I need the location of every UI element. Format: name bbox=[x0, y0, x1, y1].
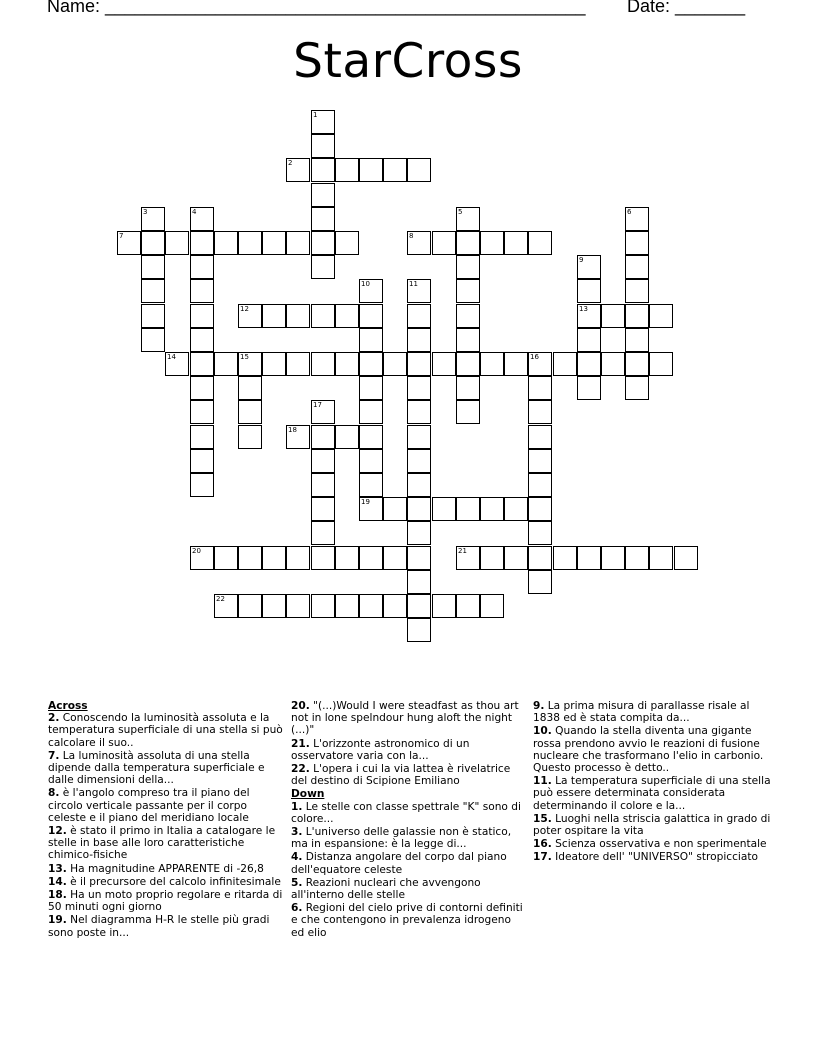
grid-cell[interactable] bbox=[238, 546, 262, 570]
grid-cell[interactable] bbox=[262, 352, 286, 376]
grid-cell[interactable] bbox=[625, 255, 649, 279]
grid-cell[interactable] bbox=[359, 400, 383, 424]
across-clue-list bbox=[48, 712, 284, 939]
grid-cell[interactable] bbox=[190, 376, 214, 400]
grid-cell[interactable] bbox=[625, 304, 649, 328]
clue-number: 4 bbox=[192, 208, 197, 216]
grid-cell[interactable] bbox=[359, 376, 383, 400]
grid-cell[interactable] bbox=[311, 304, 335, 328]
grid-cell[interactable] bbox=[577, 255, 601, 279]
grid-cell[interactable] bbox=[480, 497, 504, 521]
down-heading: Down bbox=[291, 788, 325, 801]
grid-cell[interactable] bbox=[383, 158, 407, 182]
grid-cell[interactable] bbox=[262, 594, 286, 618]
grid-cell[interactable] bbox=[456, 376, 480, 400]
clue-item bbox=[48, 876, 284, 888]
clues-column-3 bbox=[533, 700, 773, 865]
clue-number: 8 bbox=[409, 232, 414, 240]
clue-item bbox=[291, 738, 527, 762]
grid-cell[interactable] bbox=[407, 158, 431, 182]
grid-cell[interactable] bbox=[625, 352, 649, 376]
clue-text: Reazioni nucleari che avvengono all'interno delle stelle bbox=[291, 876, 481, 902]
clue-number: 14 bbox=[167, 353, 176, 361]
grid-cell[interactable] bbox=[238, 425, 262, 449]
grid-cell[interactable] bbox=[407, 570, 431, 594]
clue-text: Scienza osservativa e non sperimentale bbox=[551, 838, 767, 851]
clue-item bbox=[48, 712, 284, 749]
grid-cell[interactable] bbox=[407, 231, 431, 255]
clue-number: 22 bbox=[216, 595, 225, 603]
grid-cell[interactable] bbox=[407, 473, 431, 497]
grid-cell[interactable] bbox=[407, 279, 431, 303]
grid-cell[interactable] bbox=[190, 352, 214, 376]
clue-number-label: 17. bbox=[533, 851, 552, 864]
grid-cell[interactable] bbox=[141, 279, 165, 303]
name-label: Name: ________________________________________________ bbox=[47, 0, 586, 16]
grid-cell[interactable] bbox=[528, 400, 552, 424]
grid-cell[interactable] bbox=[311, 255, 335, 279]
grid-cell[interactable] bbox=[407, 497, 431, 521]
grid-cell[interactable] bbox=[528, 473, 552, 497]
grid-cell[interactable] bbox=[311, 400, 335, 424]
grid-cell[interactable] bbox=[141, 255, 165, 279]
grid-cell[interactable] bbox=[262, 304, 286, 328]
grid-cell[interactable] bbox=[407, 449, 431, 473]
clue-number-label: 15. bbox=[533, 812, 552, 825]
clue-item bbox=[48, 863, 284, 875]
clue-text: Ideatore dell' "UNIVERSO" stropicciato bbox=[551, 851, 759, 864]
clue-number: 21 bbox=[458, 547, 467, 555]
grid-cell[interactable] bbox=[456, 304, 480, 328]
grid-cell[interactable] bbox=[311, 110, 335, 134]
grid-cell[interactable] bbox=[214, 594, 238, 618]
clue-text: Nel diagramma H-R le stelle più gradi sono poste in... bbox=[48, 914, 270, 939]
grid-cell[interactable] bbox=[504, 231, 528, 255]
grid-cell[interactable] bbox=[190, 279, 214, 303]
grid-cell[interactable] bbox=[359, 328, 383, 352]
clue-number: 16 bbox=[530, 353, 539, 361]
grid-cell[interactable] bbox=[456, 497, 480, 521]
grid-cell[interactable] bbox=[528, 231, 552, 255]
grid-cell[interactable] bbox=[480, 594, 504, 618]
grid-cell[interactable] bbox=[286, 425, 310, 449]
grid-cell[interactable] bbox=[311, 134, 335, 158]
grid-cell[interactable] bbox=[480, 546, 504, 570]
grid-cell[interactable] bbox=[359, 449, 383, 473]
clue-item bbox=[48, 787, 284, 824]
clue-text: Ha un moto proprio regolare e ritarda di 50 minuti ogni giorno bbox=[48, 889, 283, 914]
grid-cell[interactable] bbox=[141, 304, 165, 328]
grid-cell[interactable] bbox=[190, 304, 214, 328]
grid-cell[interactable] bbox=[407, 594, 431, 618]
grid-cell[interactable] bbox=[553, 352, 577, 376]
grid-cell[interactable] bbox=[359, 352, 383, 376]
grid-cell[interactable] bbox=[238, 304, 262, 328]
clue-item bbox=[533, 725, 773, 774]
clue-number: 15 bbox=[240, 353, 249, 361]
grid-cell[interactable] bbox=[214, 546, 238, 570]
grid-cell[interactable] bbox=[311, 231, 335, 255]
clue-number: 12 bbox=[240, 305, 249, 313]
grid-cell[interactable] bbox=[190, 400, 214, 424]
clue-text: Ha magnitudine APPARENTE di -26,8 bbox=[66, 862, 264, 875]
clue-item bbox=[48, 914, 284, 938]
grid-cell[interactable] bbox=[625, 279, 649, 303]
grid-cell[interactable] bbox=[528, 352, 552, 376]
grid-cell[interactable] bbox=[649, 352, 673, 376]
clue-number-label: 11. bbox=[533, 775, 552, 788]
grid-cell[interactable] bbox=[190, 473, 214, 497]
grid-cell[interactable] bbox=[407, 425, 431, 449]
grid-cell[interactable] bbox=[456, 279, 480, 303]
grid-cell[interactable] bbox=[625, 546, 649, 570]
grid-cell[interactable] bbox=[407, 304, 431, 328]
grid-cell[interactable] bbox=[625, 231, 649, 255]
date-label: Date: _______ bbox=[627, 0, 746, 16]
grid-cell[interactable] bbox=[456, 207, 480, 231]
grid-cell[interactable] bbox=[504, 546, 528, 570]
grid-cell[interactable] bbox=[335, 546, 359, 570]
clue-number: 7 bbox=[119, 232, 124, 240]
clue-number-label: 7. bbox=[48, 749, 60, 762]
clue-text: Regioni del cielo prive di contorni definiti e che contengono in prevalenza idrogeno ed elio bbox=[291, 902, 523, 939]
grid-cell[interactable] bbox=[311, 207, 335, 231]
grid-cell[interactable] bbox=[286, 546, 310, 570]
clue-number: 1 bbox=[313, 111, 318, 119]
clue-item bbox=[533, 813, 773, 837]
grid-cell[interactable] bbox=[577, 304, 601, 328]
clue-item bbox=[533, 851, 773, 863]
clue-number-label: 2. bbox=[48, 712, 60, 725]
grid-cell[interactable] bbox=[286, 352, 310, 376]
grid-cell[interactable] bbox=[456, 231, 480, 255]
grid-cell[interactable] bbox=[407, 352, 431, 376]
grid-cell[interactable] bbox=[577, 279, 601, 303]
clue-text: "(...)Would I were steadfast as thou art not in lone spelndour hung aloft the night (...)" bbox=[291, 700, 519, 737]
clue-item bbox=[533, 838, 773, 850]
clue-text: L'orizzonte astronomico di un osservatore varia con la... bbox=[291, 737, 470, 762]
grid-cell[interactable] bbox=[262, 546, 286, 570]
clue-number-label: 5. bbox=[291, 876, 303, 889]
grid-cell[interactable] bbox=[335, 352, 359, 376]
clue-item bbox=[48, 825, 284, 862]
clue-text: è stato il primo in Italia a catalogare le stelle in base alle loro caratteristiche chimico-fisiche bbox=[48, 825, 276, 862]
grid-cell[interactable] bbox=[190, 231, 214, 255]
clue-item bbox=[291, 826, 527, 850]
grid-cell[interactable] bbox=[238, 376, 262, 400]
grid-cell[interactable] bbox=[407, 376, 431, 400]
clue-number-label: 19. bbox=[48, 914, 67, 927]
grid-cell[interactable] bbox=[456, 352, 480, 376]
clue-number-label: 10. bbox=[533, 725, 552, 738]
clue-text: La prima misura di parallasse risale al 1838 ed è stata compita da... bbox=[533, 700, 750, 725]
grid-cell[interactable] bbox=[407, 521, 431, 545]
clue-number: 10 bbox=[361, 280, 370, 288]
clue-item bbox=[291, 851, 527, 875]
clue-number: 11 bbox=[409, 280, 418, 288]
clue-number-label: 22. bbox=[291, 763, 310, 776]
clue-number: 2 bbox=[288, 159, 293, 167]
clue-item bbox=[291, 902, 527, 939]
clue-text: Luoghi nella striscia galattica in grado di poter ospitare la vita bbox=[533, 812, 771, 838]
grid-cell[interactable] bbox=[311, 521, 335, 545]
grid-cell[interactable] bbox=[528, 449, 552, 473]
grid-cell[interactable] bbox=[601, 352, 625, 376]
clue-item bbox=[291, 763, 527, 787]
grid-cell[interactable] bbox=[165, 231, 189, 255]
grid-cell[interactable] bbox=[311, 352, 335, 376]
grid-cell[interactable] bbox=[286, 158, 310, 182]
clue-number: 5 bbox=[458, 208, 463, 216]
grid-cell[interactable] bbox=[480, 352, 504, 376]
across-heading: Across bbox=[48, 700, 88, 712]
grid-cell[interactable] bbox=[359, 473, 383, 497]
grid-cell[interactable] bbox=[432, 497, 456, 521]
grid-cell[interactable] bbox=[359, 425, 383, 449]
grid-cell[interactable] bbox=[625, 328, 649, 352]
grid-cell[interactable] bbox=[649, 546, 673, 570]
grid-cell[interactable] bbox=[407, 328, 431, 352]
clue-number-label: 12. bbox=[48, 825, 67, 838]
clue-text: Distanza angolare del corpo dal piano dell'equatore celeste bbox=[291, 851, 507, 876]
clue-text: Quando la stella diventa una gigante rossa prendono avvio le reazioni di fusione nucleare che trasformano l'elio in carbonio. Questo processo è detto.. bbox=[533, 725, 764, 775]
grid-cell[interactable] bbox=[432, 594, 456, 618]
grid-cell[interactable] bbox=[601, 304, 625, 328]
clue-item bbox=[48, 750, 284, 787]
clue-number-label: 3. bbox=[291, 826, 303, 839]
grid-cell[interactable] bbox=[311, 183, 335, 207]
down-clue-list-continued bbox=[533, 700, 773, 864]
clue-text: è l'angolo compreso tra il piano del circolo verticale passante per il corpo celeste e il piano del meridiano locale bbox=[48, 787, 250, 824]
page-title: StarCross bbox=[293, 34, 523, 89]
clue-number-label: 1. bbox=[291, 800, 303, 813]
grid-cell[interactable] bbox=[577, 328, 601, 352]
grid-cell[interactable] bbox=[456, 255, 480, 279]
grid-cell[interactable] bbox=[383, 497, 407, 521]
grid-cell[interactable] bbox=[286, 231, 310, 255]
grid-cell[interactable] bbox=[407, 400, 431, 424]
grid-cell[interactable] bbox=[311, 594, 335, 618]
grid-cell[interactable] bbox=[528, 425, 552, 449]
grid-cell[interactable] bbox=[190, 255, 214, 279]
grid-cell[interactable] bbox=[238, 231, 262, 255]
grid-cell[interactable] bbox=[359, 546, 383, 570]
grid-cell[interactable] bbox=[311, 158, 335, 182]
clue-number: 6 bbox=[627, 208, 632, 216]
grid-cell[interactable] bbox=[214, 352, 238, 376]
grid-cell[interactable] bbox=[238, 352, 262, 376]
grid-cell[interactable] bbox=[238, 594, 262, 618]
grid-cell[interactable] bbox=[456, 546, 480, 570]
grid-cell[interactable] bbox=[528, 521, 552, 545]
clue-text: Conoscendo la luminosità assoluta e la temperatura superficiale di una stella si può calcolare il suo.. bbox=[48, 712, 283, 749]
grid-cell[interactable] bbox=[407, 546, 431, 570]
clue-number: 9 bbox=[579, 256, 584, 264]
clue-text: La luminosità assoluta di una stella dipende dalla temperatura superficiale e dalle dimensioni della... bbox=[48, 749, 265, 787]
clue-number: 19 bbox=[361, 498, 370, 506]
grid-cell[interactable] bbox=[504, 497, 528, 521]
grid-cell[interactable] bbox=[456, 400, 480, 424]
grid-cell[interactable] bbox=[190, 328, 214, 352]
grid-cell[interactable] bbox=[311, 546, 335, 570]
grid-cell[interactable] bbox=[456, 328, 480, 352]
clue-number-label: 4. bbox=[291, 851, 303, 864]
grid-cell[interactable] bbox=[407, 618, 431, 642]
grid-cell[interactable] bbox=[335, 158, 359, 182]
grid-cell[interactable] bbox=[553, 546, 577, 570]
grid-cell[interactable] bbox=[528, 546, 552, 570]
clue-number: 17 bbox=[313, 401, 322, 409]
grid-cell[interactable] bbox=[117, 231, 141, 255]
clue-text: è il precursore del calcolo infinitesimale bbox=[66, 875, 281, 888]
clue-number-label: 18. bbox=[48, 889, 67, 902]
grid-cell[interactable] bbox=[528, 497, 552, 521]
grid-cell[interactable] bbox=[335, 594, 359, 618]
grid-cell[interactable] bbox=[359, 304, 383, 328]
grid-cell[interactable] bbox=[141, 207, 165, 231]
grid-cell[interactable] bbox=[286, 594, 310, 618]
clue-number-label: 20. bbox=[291, 700, 310, 712]
grid-cell[interactable] bbox=[577, 546, 601, 570]
grid-cell[interactable] bbox=[480, 231, 504, 255]
clue-number-label: 8. bbox=[48, 787, 60, 800]
across-clue-list-continued bbox=[291, 700, 527, 787]
grid-cell[interactable] bbox=[141, 328, 165, 352]
grid-cell[interactable] bbox=[528, 376, 552, 400]
grid-cell[interactable] bbox=[335, 425, 359, 449]
clue-item bbox=[48, 889, 284, 913]
grid-cell[interactable] bbox=[359, 158, 383, 182]
grid-cell[interactable] bbox=[190, 546, 214, 570]
clue-text: Le stelle con classe spettrale "K" sono di colore... bbox=[291, 800, 521, 825]
clue-number: 20 bbox=[192, 547, 201, 555]
grid-cell[interactable] bbox=[577, 376, 601, 400]
grid-cell[interactable] bbox=[456, 594, 480, 618]
grid-cell[interactable] bbox=[383, 546, 407, 570]
clue-number: 13 bbox=[579, 305, 588, 313]
grid-cell[interactable] bbox=[165, 352, 189, 376]
grid-cell[interactable] bbox=[238, 400, 262, 424]
clue-item bbox=[291, 877, 527, 901]
clue-number-label: 9. bbox=[533, 700, 545, 712]
grid-cell[interactable] bbox=[190, 449, 214, 473]
clue-number-label: 16. bbox=[533, 838, 552, 851]
clue-number-label: 14. bbox=[48, 875, 67, 888]
clue-text: L'opera i cui la via lattea è rivelatrice del destino di Scipione Emiliano bbox=[291, 763, 511, 788]
grid-cell[interactable] bbox=[577, 352, 601, 376]
clue-text: L'universo delle galassie non è statico, ma in espansione: è la legge di... bbox=[291, 826, 512, 851]
grid-cell[interactable] bbox=[359, 279, 383, 303]
down-clue-list bbox=[291, 801, 527, 939]
grid-cell[interactable] bbox=[625, 207, 649, 231]
grid-cell[interactable] bbox=[649, 304, 673, 328]
clues-column-1 bbox=[48, 700, 284, 940]
grid-cell[interactable] bbox=[335, 231, 359, 255]
grid-cell[interactable] bbox=[311, 449, 335, 473]
clue-text: La temperatura superficiale di una stella può essere determinata considerata determinando il colore e la... bbox=[533, 775, 771, 812]
grid-cell[interactable] bbox=[311, 473, 335, 497]
grid-cell[interactable] bbox=[311, 497, 335, 521]
clue-number-label: 6. bbox=[291, 902, 303, 915]
grid-cell[interactable] bbox=[504, 352, 528, 376]
grid-cell[interactable] bbox=[190, 425, 214, 449]
clue-item bbox=[291, 801, 527, 825]
grid-cell[interactable] bbox=[528, 570, 552, 594]
grid-cell[interactable] bbox=[359, 497, 383, 521]
clue-number: 3 bbox=[143, 208, 148, 216]
clue-number: 18 bbox=[288, 426, 297, 434]
grid-cell[interactable] bbox=[262, 231, 286, 255]
grid-cell[interactable] bbox=[601, 546, 625, 570]
grid-cell[interactable] bbox=[335, 304, 359, 328]
grid-cell[interactable] bbox=[214, 231, 238, 255]
clue-number-label: 21. bbox=[291, 737, 310, 750]
grid-cell[interactable] bbox=[432, 352, 456, 376]
grid-cell[interactable] bbox=[190, 207, 214, 231]
clue-item bbox=[291, 700, 527, 737]
grid-cell[interactable] bbox=[383, 594, 407, 618]
grid-cell[interactable] bbox=[311, 425, 335, 449]
grid-cell[interactable] bbox=[383, 352, 407, 376]
grid-cell[interactable] bbox=[625, 376, 649, 400]
grid-cell[interactable] bbox=[359, 594, 383, 618]
clues-column-2 bbox=[291, 700, 527, 940]
grid-cell[interactable] bbox=[432, 231, 456, 255]
grid-cell[interactable] bbox=[674, 546, 698, 570]
clue-item bbox=[533, 775, 773, 812]
grid-cell[interactable] bbox=[141, 231, 165, 255]
clue-number-label: 13. bbox=[48, 862, 67, 875]
clue-item bbox=[533, 700, 773, 724]
grid-cell[interactable] bbox=[286, 304, 310, 328]
